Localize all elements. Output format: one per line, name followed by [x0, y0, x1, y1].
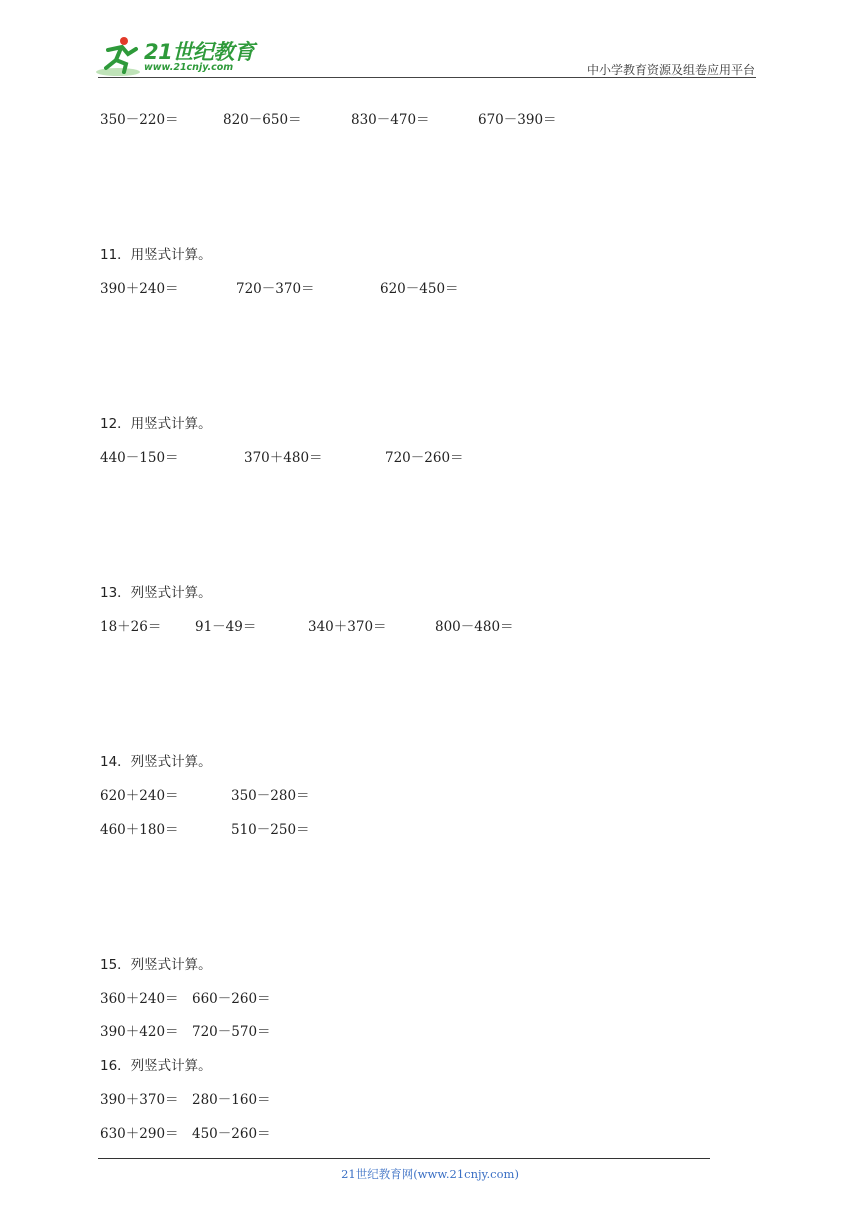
expression: 350－280＝ [231, 788, 310, 804]
expression: 720－260＝ [385, 450, 464, 466]
expression: 620－450＝ [380, 281, 459, 297]
footer-link[interactable]: 21世纪教育网(www.21cnjy.com) [341, 1167, 519, 1181]
expression: 18＋26＝ [100, 619, 162, 635]
expression: 390＋370＝ [100, 1092, 179, 1108]
expression: 830－470＝ [351, 112, 430, 128]
expression: 670－390＝ [478, 112, 557, 128]
expression: 390＋240＝ [100, 281, 179, 297]
expression: 360＋240＝ [100, 991, 179, 1007]
expression: 91－49＝ [195, 619, 257, 635]
question-15-title: 15．列竖式计算。 [100, 957, 212, 973]
runner-logo-icon [94, 34, 144, 78]
question-13-title: 13．列竖式计算。 [100, 585, 212, 601]
expression: 620＋240＝ [100, 788, 179, 804]
footer-divider [98, 1158, 710, 1159]
expression: 350－220＝ [100, 112, 179, 128]
logo-title: 21世纪教育 [144, 40, 255, 64]
expression: 340＋370＝ [308, 619, 387, 635]
site-logo [94, 34, 264, 78]
platform-label: 中小学教育资源及组卷应用平台 [586, 63, 755, 77]
expression: 450－260＝ [192, 1126, 271, 1142]
logo-url: www.21cnjy.com [144, 62, 234, 73]
expression: 630＋290＝ [100, 1126, 179, 1142]
expression: 720－570＝ [192, 1024, 271, 1040]
expression: 390＋420＝ [100, 1024, 179, 1040]
header-divider [98, 77, 756, 78]
question-11-title: 11．用竖式计算。 [100, 247, 212, 263]
expression: 800－480＝ [435, 619, 514, 635]
expression: 660－260＝ [192, 991, 271, 1007]
expression: 820－650＝ [223, 112, 302, 128]
expression: 280－160＝ [192, 1092, 271, 1108]
question-14-title: 14．列竖式计算。 [100, 754, 212, 770]
expression: 370＋480＝ [244, 450, 323, 466]
expression: 720－370＝ [236, 281, 315, 297]
question-16-title: 16．列竖式计算。 [100, 1058, 212, 1074]
expression: 460＋180＝ [100, 822, 179, 838]
expression: 510－250＝ [231, 822, 310, 838]
expression: 440－150＝ [100, 450, 179, 466]
question-12-title: 12．用竖式计算。 [100, 416, 212, 432]
